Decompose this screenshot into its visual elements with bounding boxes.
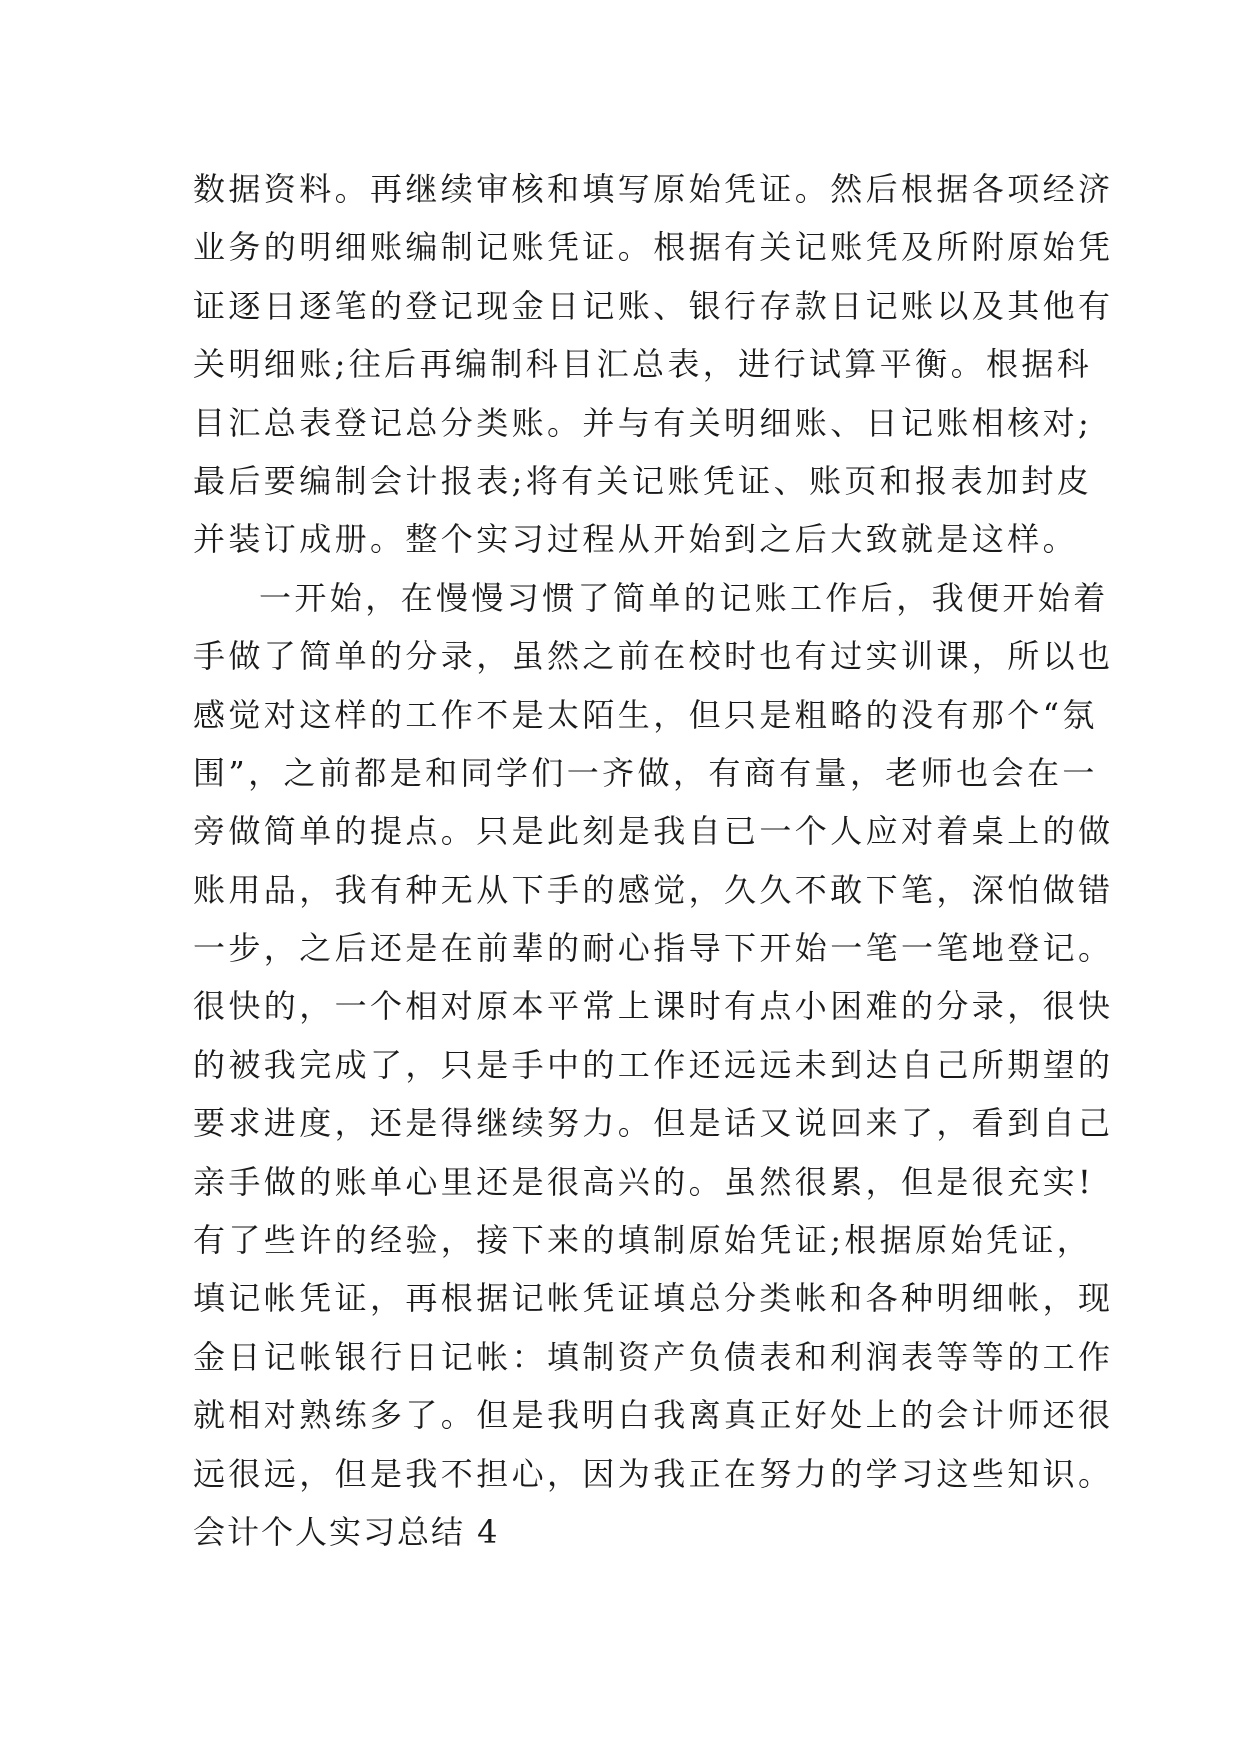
text-line: 手做了简单的分录，虽然之前在校时也有过实训课，所以也 (193, 637, 1114, 676)
text-line: 并装订成册。整个实习过程从开始到之后大致就是这样。 (193, 520, 1079, 559)
section-heading: 会计个人实习总结 4 (193, 1512, 500, 1551)
text-line: 要求进度，还是得继续努力。但是话又说回来了，看到自己 (193, 1104, 1114, 1143)
text-line: 关明细账;往后再编制科目汇总表，进行试算平衡。根据科 (193, 345, 1093, 384)
text-line: 远很远，但是我不担心，因为我正在努力的学习这些知识。 (193, 1454, 1114, 1493)
text-line: 数据资料。再继续审核和填写原始凭证。然后根据各项经济 (193, 170, 1114, 208)
text-line: 一步，之后还是在前辈的耐心指导下开始一笔一笔地登记。 (193, 929, 1114, 968)
text-line: 目汇总表登记总分类账。并与有关明细账、日记账相核对; (193, 403, 1093, 442)
text-line: 证逐日逐笔的登记现金日记账、银行存款日记账以及其他有 (193, 286, 1114, 325)
text-line: 账用品，我有种无从下手的感觉，久久不敢下笔，深怕做错 (193, 870, 1114, 909)
text-line: 业务的明细账编制记账凭证。根据有关记账凭及所附原始凭 (193, 228, 1114, 267)
text-line: 感觉对这样的工作不是太陌生，但只是粗略的没有那个“氛 (193, 695, 1098, 734)
text-line: 最后要编制会计报表;将有关记账凭证、账页和报表加封皮 (193, 461, 1093, 500)
paragraph-1 (193, 160, 1114, 569)
paragraph-2 (193, 569, 1114, 1503)
text-line: 的被我完成了，只是手中的工作还远远未到达自己所期望的 (193, 1045, 1114, 1084)
text-line: 亲手做的账单心里还是很高兴的。虽然很累，但是很充实! (193, 1162, 1095, 1201)
text-line: 围”，之前都是和同学们一齐做，有商有量，老师也会在一 (193, 753, 1098, 792)
text-line: 一开始，在慢慢习惯了简单的记账工作后，我便开始着 (259, 578, 1109, 617)
text-line: 有了些许的经验，接下来的填制原始凭证;根据原始凭证， (193, 1221, 1093, 1260)
text-line: 旁做简单的提点。只是此刻是我自已一个人应对着桌上的做 (193, 812, 1114, 851)
text-line: 就相对熟练多了。但是我明白我离真正好处上的会计师还很 (193, 1396, 1114, 1435)
document-body (193, 160, 1114, 1561)
text-line: 很快的，一个相对原本平常上课时有点小困难的分录，很快 (193, 987, 1114, 1026)
text-line: 金日记帐银行日记帐：填制资产负债表和利润表等等的工作 (193, 1337, 1114, 1376)
text-line: 填记帐凭证，再根据记帐凭证填总分类帐和各种明细帐，现 (193, 1279, 1114, 1318)
